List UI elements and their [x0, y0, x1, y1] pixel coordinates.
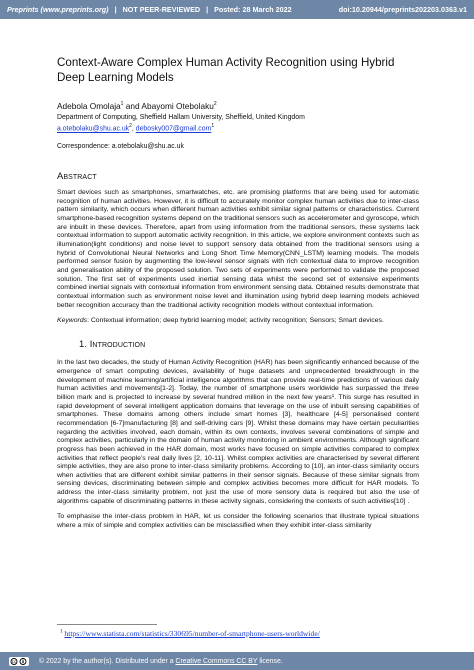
abstract-text: Smart devices such as smartphones, smartwatches, etc. are promising platforms that are being used for automatic recognition of human activities. However, it is difficult to accurately monitor complex human activities due to inter-class pattern similarity, which occurs when different human activities exhibit similar signal patterns or characteristics. Current smartphone-based recognition systems depend on the traditional sensors such as accelerometer and gyroscope, which are inbuilt in these devices. Therefore, apart from using information from the traditional sensors, these systems lack contextual information to support automatic activity recognition. In this article, we explore environment contexts such as illumination(light conditions) and noise level to support sensory data obtained from the traditional sensors using a hybrid of Convolutional Neural Networks and Long Short Time Memory(CNN_LSTM) learning models. The models performed sensor fusion by augmenting the low-level sensor signals with rich contextual data to improve recognition and generalisation ability of the proposed solution. Two sets of experiments were performed to validate the proposed solution. The first set of experiments used inertial sensing data whilst the second set of extensive experiments combined inertial signals with contextual information from environment sensing data. Obtained results demonstrate that contextual information such as environment noise level and illumination using hybrid deep learning models achieved better recognition accuracy than the traditional activity recognition models without contextual information. [57, 189, 419, 309]
email-link[interactable]: a.otebolaku@shu.ac.uk [57, 125, 130, 133]
intro-paragraph: In the last two decades, the study of Human Activity Recognition (HAR) has been significantly enhanced because of the emergence of smart computing devices, availability of huge datasets and unprecedented breakthrough in the development of machine learning/artificial intelligence algorithms that can provide real-time predictions of various daily human activities and movements[1-2]. Today, the number of smartphone users worldwide has surpassed the three billion mark and is projected to increase by several hundred million in the next few years¹. This surge has resulted in rapid development of several intelligent application domains that leverage on the use of inbuilt sensing capabilities of smartphones. These domains among others include smart homes [3], healthcare [4-5] personalised content recommendation [6-7]manufacturing [8] and self-driving cars [9]. Whilst these domains may have certain peculiarities regarding the activities involved, each domain, within its own contexts, involves several combinations of simple and complex activities, particularly in the domain of human activity monitoring in ambient environments. Although significant progress has been achieved in the HAR domain, most works have focused on simple activities compared to complex activities that reflect people’s real daily lives [2, 10-11]. Whilst complex activities are characterised by several different simple activities, they are also prone to inter-class similarity problems. According to [10], an inter-class similarity occurs when activities that are different exhibit similar patterns in their sensor signals. Because of these similar signals from sensing devices, discriminating between simple and complex activities becomes more difficult for HAR models. To address the inter-class similarity problem, not just the use of more sensory data is required but also the use of algorithms capable of discriminating patterns in these activity signals, considering the contexts of such activities[10] . [57, 359, 419, 505]
paper-title: Context-Aware Complex Human Activity Recognition using Hybrid Deep Learning Models [57, 56, 395, 84]
footnote-mark: 1 [60, 629, 63, 635]
email-mark: 2 [129, 123, 132, 130]
email-mark: 1 [211, 123, 215, 130]
email-link[interactable]: debosky007@gmail.com [135, 125, 212, 133]
intro-paragraph: To emphasise the inter-class problem in HAR, let us consider the following scenarios that illustrate typical situations where a mix of simple and complex activities can be misclassified when they exhibit inter-class similarity [57, 513, 419, 530]
keywords-list: : Contextual information; deep hybrid learning model; activity recognition; Sensors; Smart devices. [87, 317, 384, 325]
doi-link[interactable]: doi:10.20944/preprints202203.0363.v1 [338, 5, 467, 14]
author-list [57, 101, 419, 111]
license-text: © 2022 by the author(s). Distributed under a [39, 657, 176, 665]
cc-license-link[interactable]: Creative Commons CC BY [175, 657, 258, 665]
posted-date: Posted: 28 March 2022 [214, 5, 292, 14]
footnote-url-link[interactable]: https://www.statista.com/statistics/330695/number-of-smartphone-users-worldwide/ [64, 629, 320, 638]
license-footer-bar [0, 652, 474, 670]
keywords [57, 317, 419, 324]
abstract-heading: Abstract [57, 170, 97, 182]
keywords-label: Keywords [57, 317, 88, 325]
correspondence: Correspondence: a.otebolaku@shu.ac.uk [57, 143, 184, 151]
cc-by-icon[interactable] [9, 657, 29, 666]
review-status: NOT PEER-REVIEWED [122, 5, 201, 14]
affiliation: Department of Computing, Sheffield Hallam University, Sheffield, United Kingdom [57, 114, 305, 121]
header-separator: | [206, 5, 209, 14]
preprints-site-link[interactable]: Preprints (www.preprints.org) [7, 5, 109, 14]
paper-body [57, 55, 419, 531]
email-separator: , [131, 125, 136, 133]
footnote [60, 629, 320, 638]
author-affil-mark: 1 [120, 101, 124, 108]
footnote-rule [57, 624, 157, 625]
author-affil-mark: 2 [213, 101, 217, 108]
header-separator: | [114, 5, 117, 14]
author-emails [57, 122, 419, 134]
introduction-heading: 1. Introduction [79, 338, 146, 350]
preprint-header-bar [0, 0, 474, 19]
cc-by-icon-graphic [10, 658, 28, 665]
author-name: Adebola Omolaja [57, 101, 121, 111]
header-left [7, 5, 292, 14]
license-text-end: license. [257, 657, 283, 665]
author-name: and Abayomi Otebolaku [123, 101, 214, 111]
svg-text:cc: cc [11, 658, 17, 664]
